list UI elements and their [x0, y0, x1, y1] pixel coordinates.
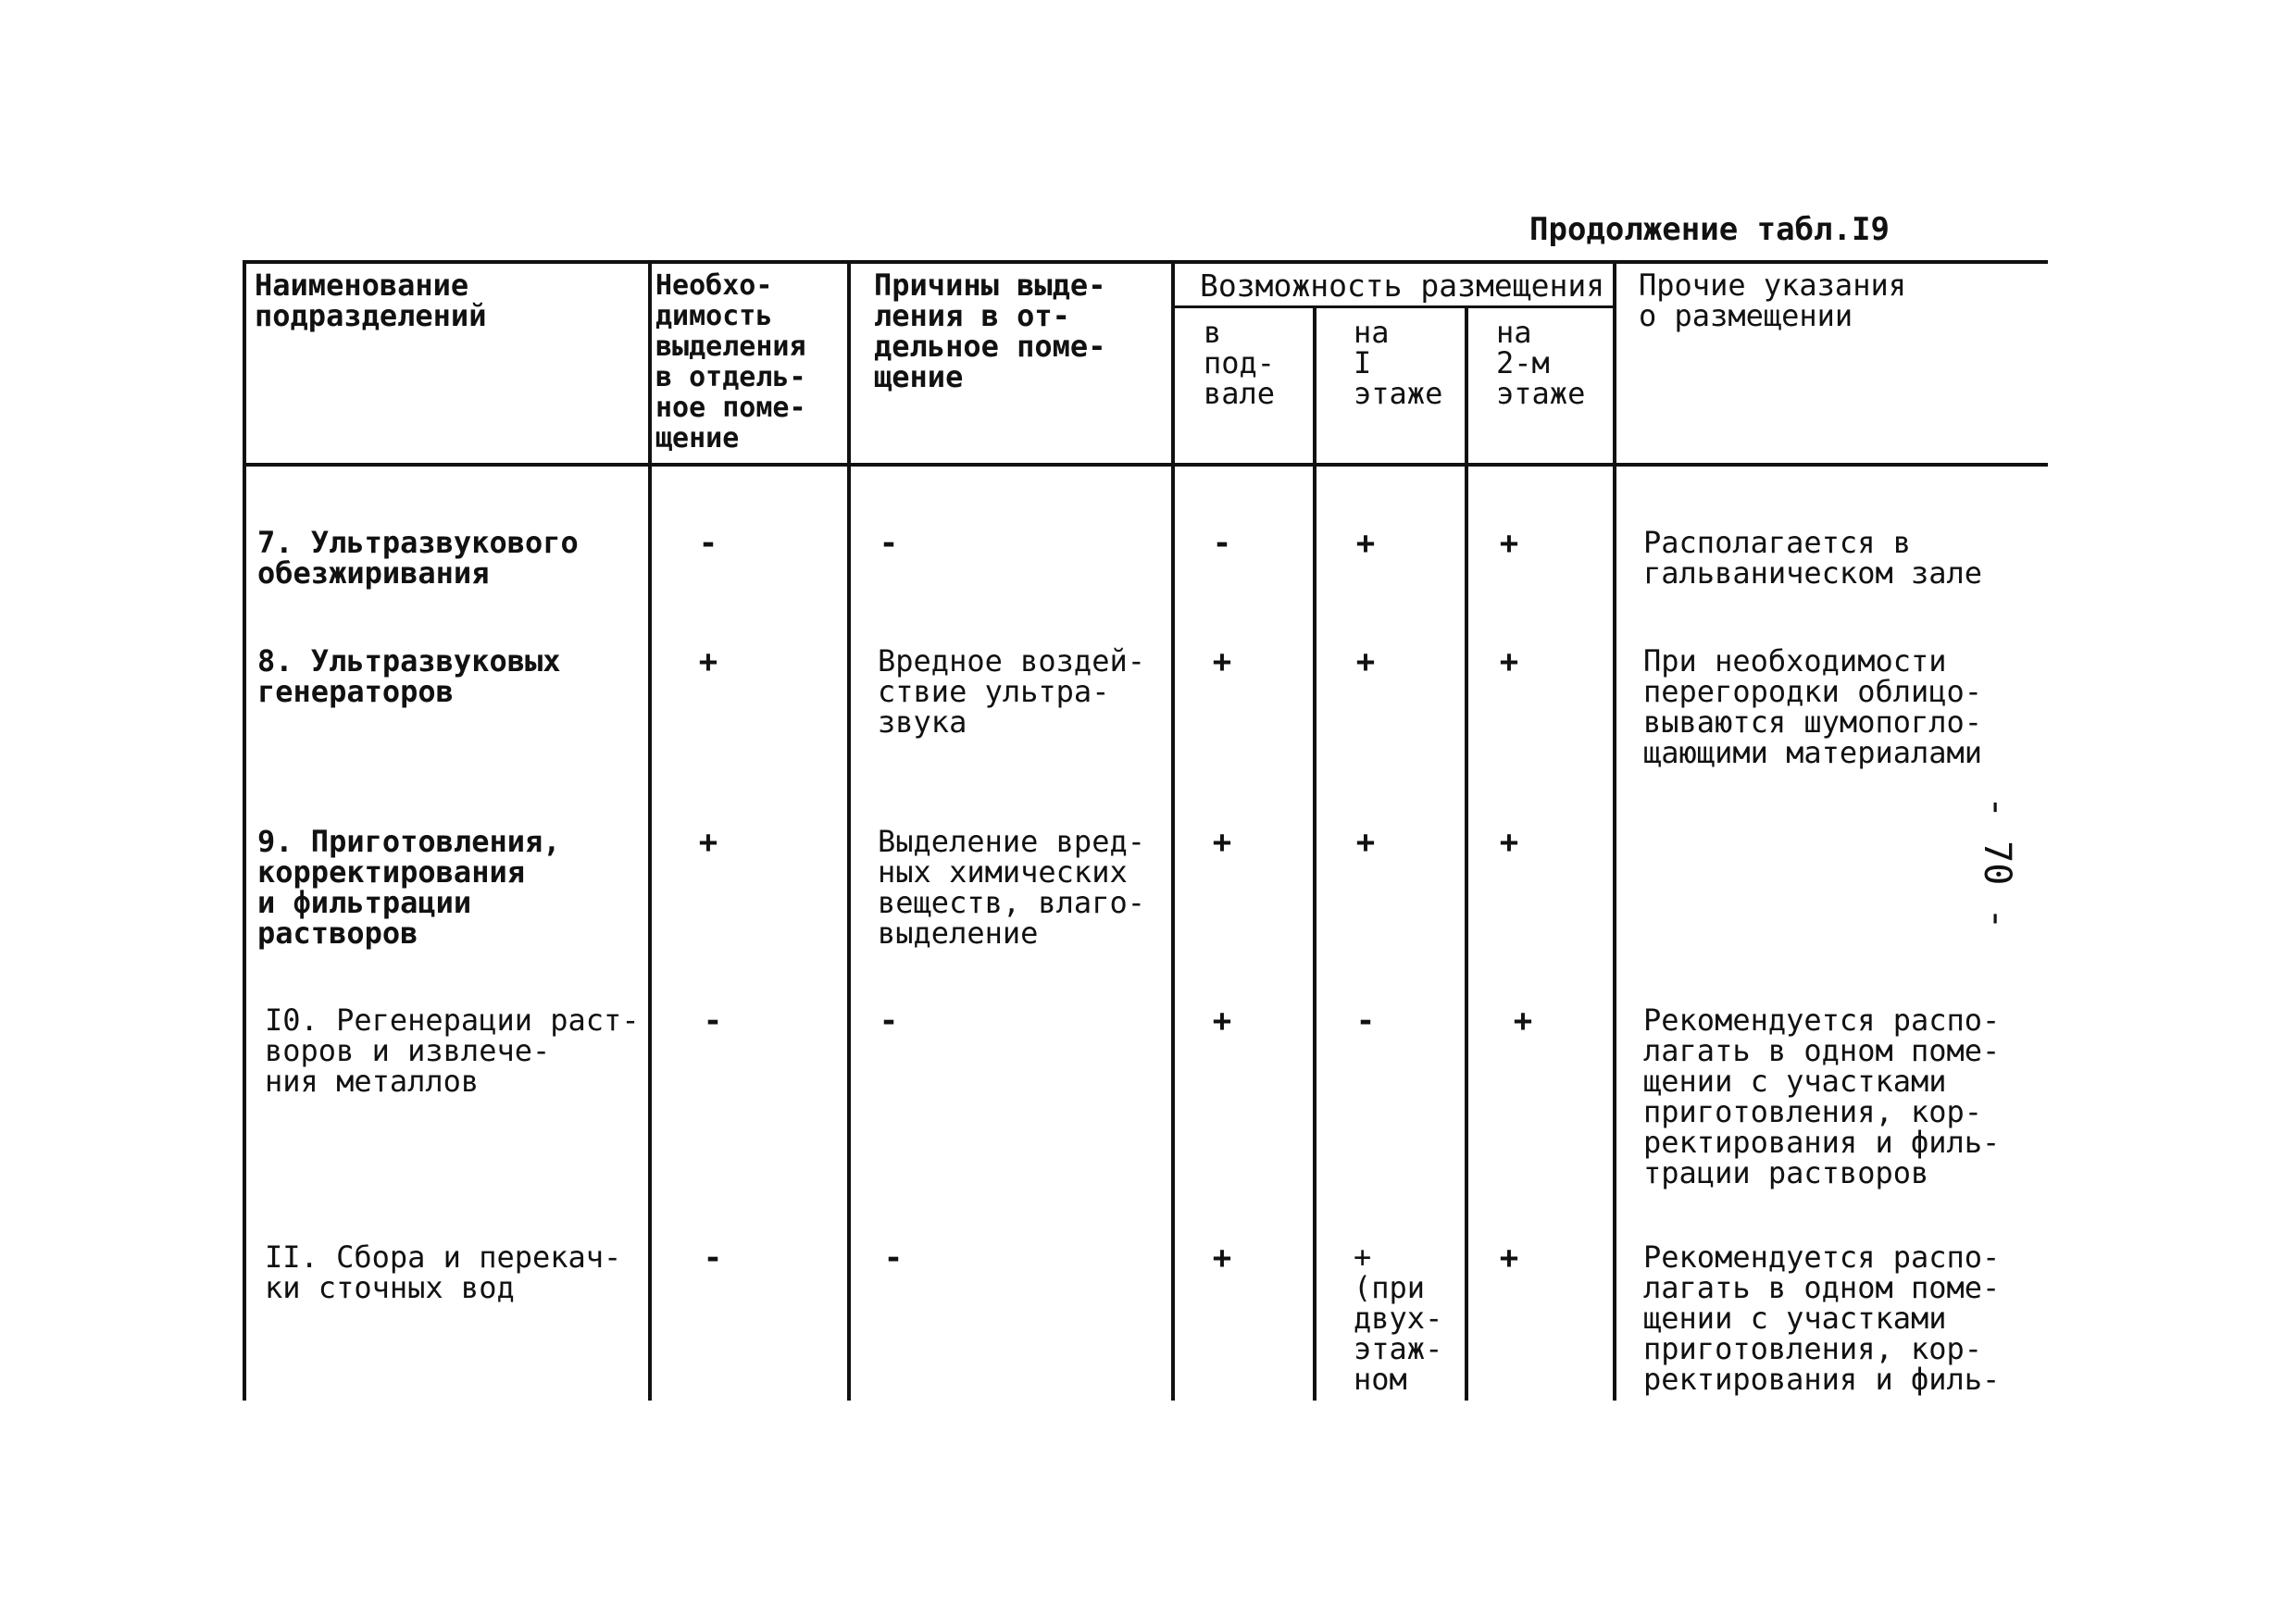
row-basement-mark: + [1212, 1003, 1232, 1040]
row-notes: При необходимости перегородки облицо- вываются шумопогло- щающими материалами [1643, 643, 1983, 770]
row-need-mark: - [703, 1003, 723, 1040]
column-divider [1465, 305, 1468, 1401]
header-floor2: на 2-м этаже [1496, 315, 1586, 411]
row-notes: Располагается в гальваническом зале [1643, 525, 1983, 591]
row-floor2-mark: + [1499, 525, 1519, 562]
row-reason: - [879, 525, 899, 562]
header-notes: Прочие указания о размещении [1639, 268, 1906, 333]
column-divider [1313, 305, 1316, 1401]
header-name: Наименование подразделений [255, 268, 487, 333]
row-need-mark: + [698, 643, 718, 680]
row-floor1-mark: + [1355, 525, 1376, 562]
row-reason: Выделение вред- ных химических веществ, влаго- выделение [878, 824, 1145, 951]
table-top-rule [243, 260, 2048, 264]
table-caption: Продолжение табл.I9 [1529, 211, 1890, 248]
row-basement-mark: - [1212, 525, 1232, 562]
row-floor1-mark: + [1355, 643, 1376, 680]
row-name: 7. Ультразвукового обезжиривания [257, 525, 579, 591]
row-floor2-mark: + [1513, 1003, 1533, 1040]
column-divider [1171, 260, 1175, 1401]
row-floor1-mark: - [1355, 1003, 1376, 1040]
column-divider [648, 260, 652, 1401]
page-number: - 70 - [1976, 796, 2018, 930]
row-floor2-mark: + [1499, 643, 1519, 680]
row-basement-mark: + [1212, 824, 1232, 861]
row-name: II. Сбора и перекач- ки сточных вод [265, 1239, 622, 1305]
row-basement-mark: + [1212, 643, 1232, 680]
row-need-mark: - [698, 525, 718, 562]
row-reason: Вредное воздей- ствие ультра- звука [878, 643, 1145, 740]
row-notes: Рекомендуется распо- лагать в одном поме- щении с участками приготовления, кор- ректирования и филь- [1643, 1239, 2001, 1397]
row-notes: Рекомендуется распо- лагать в одном поме- щении с участками приготовления, кор- ректирования и филь- трации растворов [1643, 1003, 2001, 1190]
placement-subheader-rule [1171, 305, 1613, 308]
row-floor1-note: + (при двух- этаж- ном [1354, 1239, 1443, 1397]
row-name: 8. Ультразвуковых генераторов [257, 643, 561, 709]
header-floor1: на I этаже [1354, 315, 1443, 411]
row-floor2-mark: + [1499, 824, 1519, 861]
header-placement-group: Возможность размещения [1200, 268, 1605, 304]
row-name: 9. Приготовления, корректирования и фильтрации растворов [257, 824, 561, 951]
row-need-mark: + [698, 824, 718, 861]
row-basement-mark: + [1212, 1239, 1232, 1277]
header-reason: Причины выде- ления в от- дельное поме- щение [874, 268, 1106, 394]
table-left-rule [243, 260, 246, 1401]
header-bottom-rule [243, 463, 2048, 467]
row-need-mark: - [703, 1239, 723, 1277]
header-need: Необхо- димость выделения в отдель- ное поме- щение [655, 269, 806, 455]
row-name: I0. Регенерации раст- воров и извлече- ния металлов [265, 1003, 640, 1099]
row-floor1-mark: + [1355, 824, 1376, 861]
header-basement: в под- вале [1204, 315, 1276, 411]
column-divider [847, 260, 851, 1401]
row-floor2-mark: + [1499, 1239, 1519, 1277]
row-reason: - [883, 1239, 904, 1277]
column-divider [1613, 260, 1616, 1401]
row-reason: - [879, 1003, 899, 1040]
